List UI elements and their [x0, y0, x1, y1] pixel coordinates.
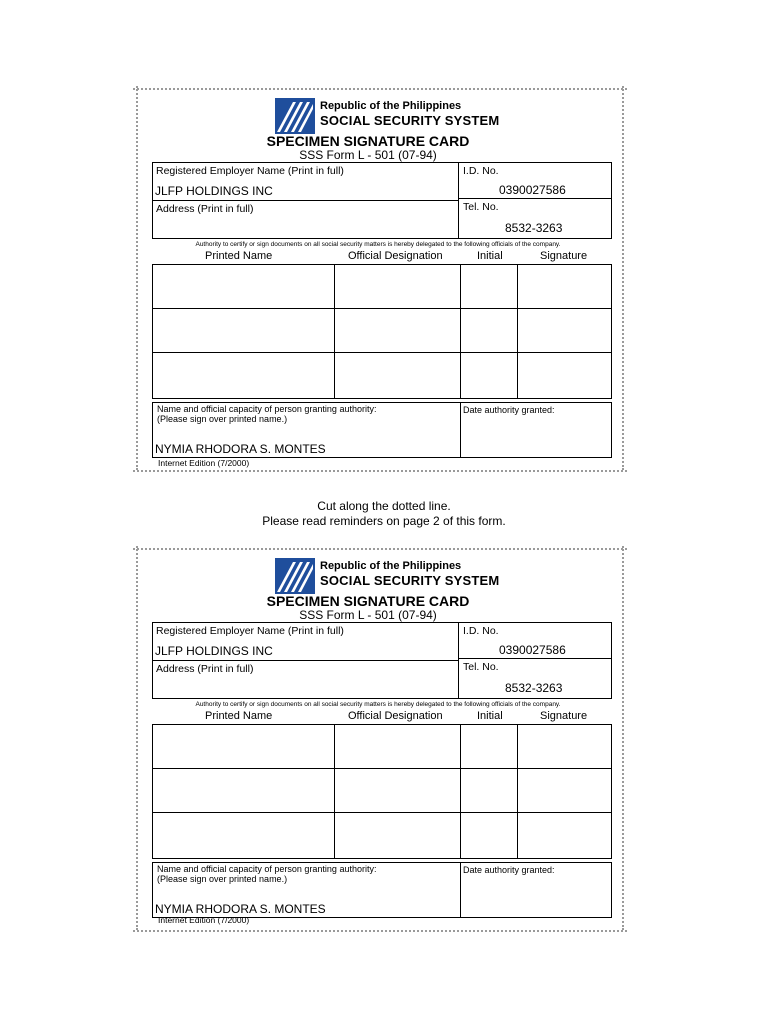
sss-logo-icon: [275, 558, 315, 594]
form-number: SSS Form L - 501 (07-94): [299, 148, 437, 162]
grantor-note: (Please sign over printed name.): [157, 874, 288, 884]
org-line-2: SOCIAL SECURITY SYSTEM: [320, 573, 500, 588]
edition-text: Internet Edition (7/2000): [158, 915, 250, 925]
table-col-divider: [334, 724, 335, 859]
signature-card-1: [133, 86, 627, 470]
sss-logo-icon: [275, 98, 315, 134]
divider: [460, 402, 461, 458]
table-row-divider: [152, 768, 612, 769]
officials-table: [152, 724, 612, 859]
tel-value: 8532-3263: [505, 221, 563, 235]
id-value: 0390027586: [499, 643, 566, 657]
tel-label: Tel. No.: [463, 661, 499, 673]
date-label: Date authority granted:: [463, 865, 555, 875]
cut-line-right: [622, 546, 624, 930]
grantor-label: Name and official capacity of person granting authority:: [157, 404, 377, 414]
divider: [458, 198, 612, 199]
divider: [152, 200, 458, 201]
signature-card-2: [133, 546, 627, 930]
card-title: SPECIMEN SIGNATURE CARD: [266, 133, 470, 149]
col-printed-name: Printed Name: [205, 250, 273, 262]
table-row-divider: [152, 812, 612, 813]
divider: [152, 660, 458, 661]
cut-instruction: Cut along the dotted line.: [317, 499, 451, 513]
col-printed-name: Printed Name: [205, 710, 273, 722]
col-designation: Official Designation: [348, 710, 443, 722]
card-title: SPECIMEN SIGNATURE CARD: [266, 593, 470, 609]
table-row-divider: [152, 308, 612, 309]
address-label: Address (Print in full): [156, 663, 254, 675]
reminder-instruction: Please read reminders on page 2 of this form.: [262, 514, 506, 528]
address-label: Address (Print in full): [156, 203, 254, 215]
grantor-value: NYMIA RHODORA S. MONTES: [155, 442, 326, 456]
table-col-divider: [460, 724, 461, 859]
col-initial: Initial: [477, 250, 503, 262]
authority-text: Authority to certify or sign documents on all social security matters is hereby delegated to the following officials of the company.: [195, 701, 561, 708]
cut-line-bottom: [133, 930, 627, 932]
col-initial: Initial: [477, 710, 503, 722]
edition-text: Internet Edition (7/2000): [158, 458, 250, 468]
employer-label: Registered Employer Name (Print in full): [156, 625, 344, 637]
divider: [460, 862, 461, 918]
authority-text: Authority to certify or sign documents on all social security matters is hereby delegated to the following officials of the company.: [195, 241, 561, 248]
table-col-divider: [517, 264, 518, 399]
tel-label: Tel. No.: [463, 201, 499, 213]
tel-value: 8532-3263: [505, 681, 563, 695]
cut-line-bottom: [133, 470, 627, 472]
cut-line-right: [622, 86, 624, 470]
employer-value: JLFP HOLDINGS INC: [155, 184, 273, 198]
divider: [458, 162, 459, 239]
org-line-2: SOCIAL SECURITY SYSTEM: [320, 113, 500, 128]
org-line-1: Republic of the Philippines: [320, 100, 462, 112]
employer-value: JLFP HOLDINGS INC: [155, 644, 273, 658]
id-label: I.D. No.: [463, 165, 499, 177]
employer-label: Registered Employer Name (Print in full): [156, 165, 344, 177]
grantor-value: NYMIA RHODORA S. MONTES: [155, 902, 326, 916]
table-col-divider: [517, 724, 518, 859]
cut-line-top: [133, 88, 627, 90]
id-value: 0390027586: [499, 183, 566, 197]
table-row-divider: [152, 352, 612, 353]
divider: [458, 622, 459, 699]
grantor-note: (Please sign over printed name.): [157, 414, 288, 424]
table-col-divider: [334, 264, 335, 399]
divider: [458, 658, 612, 659]
col-signature: Signature: [540, 710, 588, 722]
grantor-label: Name and official capacity of person granting authority:: [157, 864, 377, 874]
officials-table: [152, 264, 612, 399]
cut-line-top: [133, 548, 627, 550]
col-designation: Official Designation: [348, 250, 443, 262]
form-number: SSS Form L - 501 (07-94): [299, 608, 437, 622]
id-label: I.D. No.: [463, 625, 499, 637]
org-line-1: Republic of the Philippines: [320, 560, 462, 572]
col-signature: Signature: [540, 250, 588, 262]
table-col-divider: [460, 264, 461, 399]
date-label: Date authority granted:: [463, 405, 555, 415]
